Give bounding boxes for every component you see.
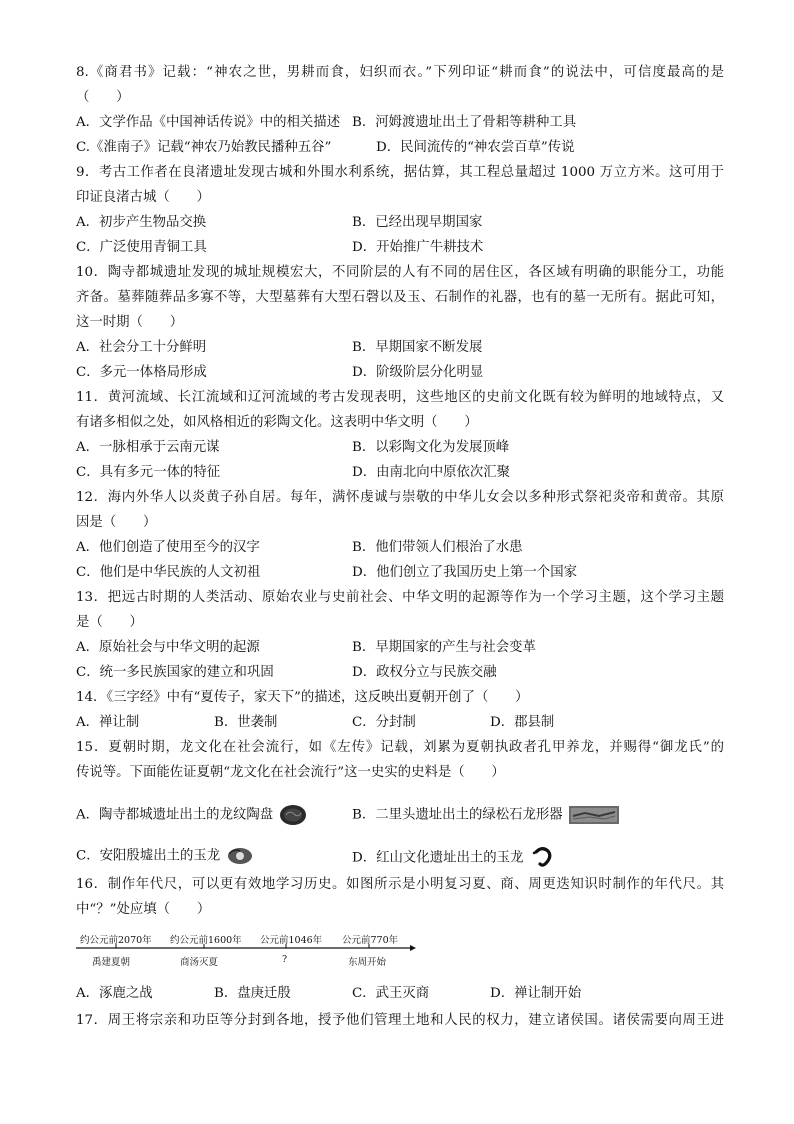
timeline-date-3: 公元前1046年: [260, 935, 323, 946]
q9-option-b: B．已经出现早期国家: [352, 215, 483, 230]
timeline-event-4: 东周开始: [348, 957, 387, 968]
turquoise-dragon-artifact-image: [569, 804, 619, 826]
q16-stem-line1: 16．制作年代尺，可以更有效地学习历史。如图所示是小明复习夏、商、周更迭知识时制作的年代尺。其: [76, 877, 724, 892]
q16-option-a: A．涿鹿之战: [76, 986, 153, 1001]
q14-option-c: C．分封制: [352, 715, 416, 730]
q10-stem-line1: 10．陶寺都城遗址发现的城址规模宏大，不同阶层的人有不同的居住区，各区域有明确的职能分工，功能: [76, 265, 724, 280]
q16-option-b: B．盘庚迁殷: [214, 986, 291, 1001]
q12-stem-line1: 12．海内外华人以炎黄子孙自居。每年，满怀虔诚与崇敬的中华儿女会以多种形式祭祀炎帝和黄帝。其原: [76, 490, 724, 505]
q14-option-a: A．禅让制: [76, 715, 140, 730]
timeline-date-4: 公元前770年: [342, 935, 399, 946]
q11-stem-line1: 11．黄河流域、长江流域和辽河流域的考古发现表明，这些地区的史前文化既有较为鲜明的地域特点，又: [76, 390, 724, 405]
q10-option-b: B．早期国家不断发展: [352, 340, 483, 355]
q11-stem-line2: 有诸多相似之处，如风格相近的彩陶文化。这表明中华文明（ ）: [76, 415, 478, 430]
q15-option-b: B．二里头遗址出土的绿松石龙形器: [352, 807, 563, 823]
jade-dragon-yinxu-image: [226, 846, 254, 866]
q13-option-a: A．原始社会与中华文明的起源: [76, 640, 260, 655]
q10-stem-line3: 这一时期（ ）: [76, 315, 184, 330]
q15-option-a: A．陶寺都城遗址出土的龙纹陶盘: [76, 807, 274, 823]
q15-stem-line1: 15．夏朝时期，龙文化在社会流行，如《左传》记载，刘累为夏朝执政者孔甲养龙，并赐得“御龙氏”的: [76, 740, 724, 755]
q12-option-b: B．他们带领人们根治了水患: [352, 540, 523, 555]
q11-option-d: D．由南北向中原依次汇聚: [352, 465, 511, 480]
q13-stem-line2: 是（ ）: [76, 615, 143, 630]
timeline-date-1: 约公元前2070年: [80, 935, 152, 946]
q12-option-a: A．他们创造了使用至今的汉字: [76, 540, 260, 555]
q12-stem-line2: 因是（ ）: [76, 515, 157, 530]
timeline-event-1: 禹建夏朝: [92, 957, 131, 968]
q13-option-d: D．政权分立与民族交融: [352, 665, 497, 680]
q9-option-a: A．初步产生物品交换: [76, 215, 207, 230]
q10-option-a: A．社会分工十分鲜明: [76, 340, 207, 355]
q8-option-b: B．河姆渡遗址出土了骨耜等耕种工具: [352, 115, 577, 130]
q15-option-c-row: [76, 846, 254, 866]
q8-option-a: A．文学作品《中国神话传说》中的相关描述: [76, 115, 341, 130]
timeline: [76, 930, 416, 966]
q15-stem-line2: 传说等。下面能佐证夏朝“龙文化在社会流行”这一史实的史料是（ ）: [76, 765, 505, 780]
q10-option-d: D．阶级阶层分化明显: [352, 365, 484, 380]
q13-option-c: C．统一多民族国家的建立和巩固: [76, 665, 274, 680]
q9-stem-line2: 印证良渚古城（ ）: [76, 190, 210, 205]
dragon-plate-image: [279, 804, 307, 826]
timeline-event-3: ?: [282, 954, 288, 965]
q16-option-c: C．武王灭商: [352, 986, 430, 1001]
timeline-event-2: 商汤灭夏: [180, 957, 219, 968]
q15-option-b-row: [352, 804, 619, 826]
q15-option-a-row: [76, 804, 307, 826]
q14-option-b: B．世袭制: [214, 715, 278, 730]
q8-stem-line2: （ ）: [76, 90, 130, 105]
q11-option-a: A．一脉相承于云南元谋: [76, 440, 220, 455]
q10-stem-line2: 齐备。墓葬随葬品多寡不等，大型墓葬有大型石磬以及玉、石制作的礼器，也有的墓一无所有。据此可知，: [76, 290, 724, 305]
q8-option-d: D．民间流传的“神农尝百草”传说: [376, 140, 575, 155]
q8-option-c: C.《淮南子》记载“神农乃始教民播种五谷”: [76, 140, 332, 155]
q16-option-d: D．禅让制开始: [490, 986, 582, 1001]
q15-option-d: D．红山文化遗址出土的玉龙: [352, 850, 524, 866]
q11-option-c: C．具有多元一体的特征: [76, 465, 221, 480]
q13-option-b: B．早期国家的产生与社会变革: [352, 640, 536, 655]
hongshan-jade-dragon-image: [530, 846, 554, 870]
q12-option-d: D．他们创立了我国历史上第一个国家: [352, 565, 577, 580]
q16-stem-line2: 中“？”处应填（ ）: [76, 902, 211, 917]
q11-option-b: B．以彩陶文化为发展顶峰: [352, 440, 510, 455]
q12-option-c: C．他们是中华民族的人文初祖: [76, 565, 261, 580]
q15-option-c: C．安阳殷墟出土的玉龙: [76, 848, 221, 864]
q9-stem-line1: 9．考古工作者在良渚遗址发现古城和外围水利系统，据估算，其工程总量超过 1000 万立方米。这可用于: [76, 165, 724, 180]
q14-option-d: D．郡县制: [490, 715, 555, 730]
q9-option-d: D．开始推广牛耕技术: [352, 240, 484, 255]
q17-stem-line1: 17．周王将宗亲和功臣等分封到各地，授予他们管理土地和人民的权力，建立诸侯国。诸侯需要向周王进: [76, 1013, 724, 1028]
q10-option-c: C．多元一体格局形成: [76, 365, 207, 380]
q13-stem-line1: 13．把远古时期的人类活动、原始农业与史前社会、中华文明的起源等作为一个学习主题，这个学习主题: [76, 590, 724, 605]
q8-stem-line1: 8.《商君书》记载：“神农之世，男耕而食，妇织而衣。”下列印证“耕而食”的说法中，可信度最高的是: [76, 65, 724, 80]
q9-option-c: C．广泛使用青铜工具: [76, 240, 207, 255]
q14-stem-line1: 14．《三字经》中有“夏传子，家天下”的描述，这反映出夏朝开创了（ ）: [76, 690, 529, 705]
q15-option-d-row: [352, 846, 554, 870]
timeline-date-2: 约公元前1600年: [170, 935, 242, 946]
